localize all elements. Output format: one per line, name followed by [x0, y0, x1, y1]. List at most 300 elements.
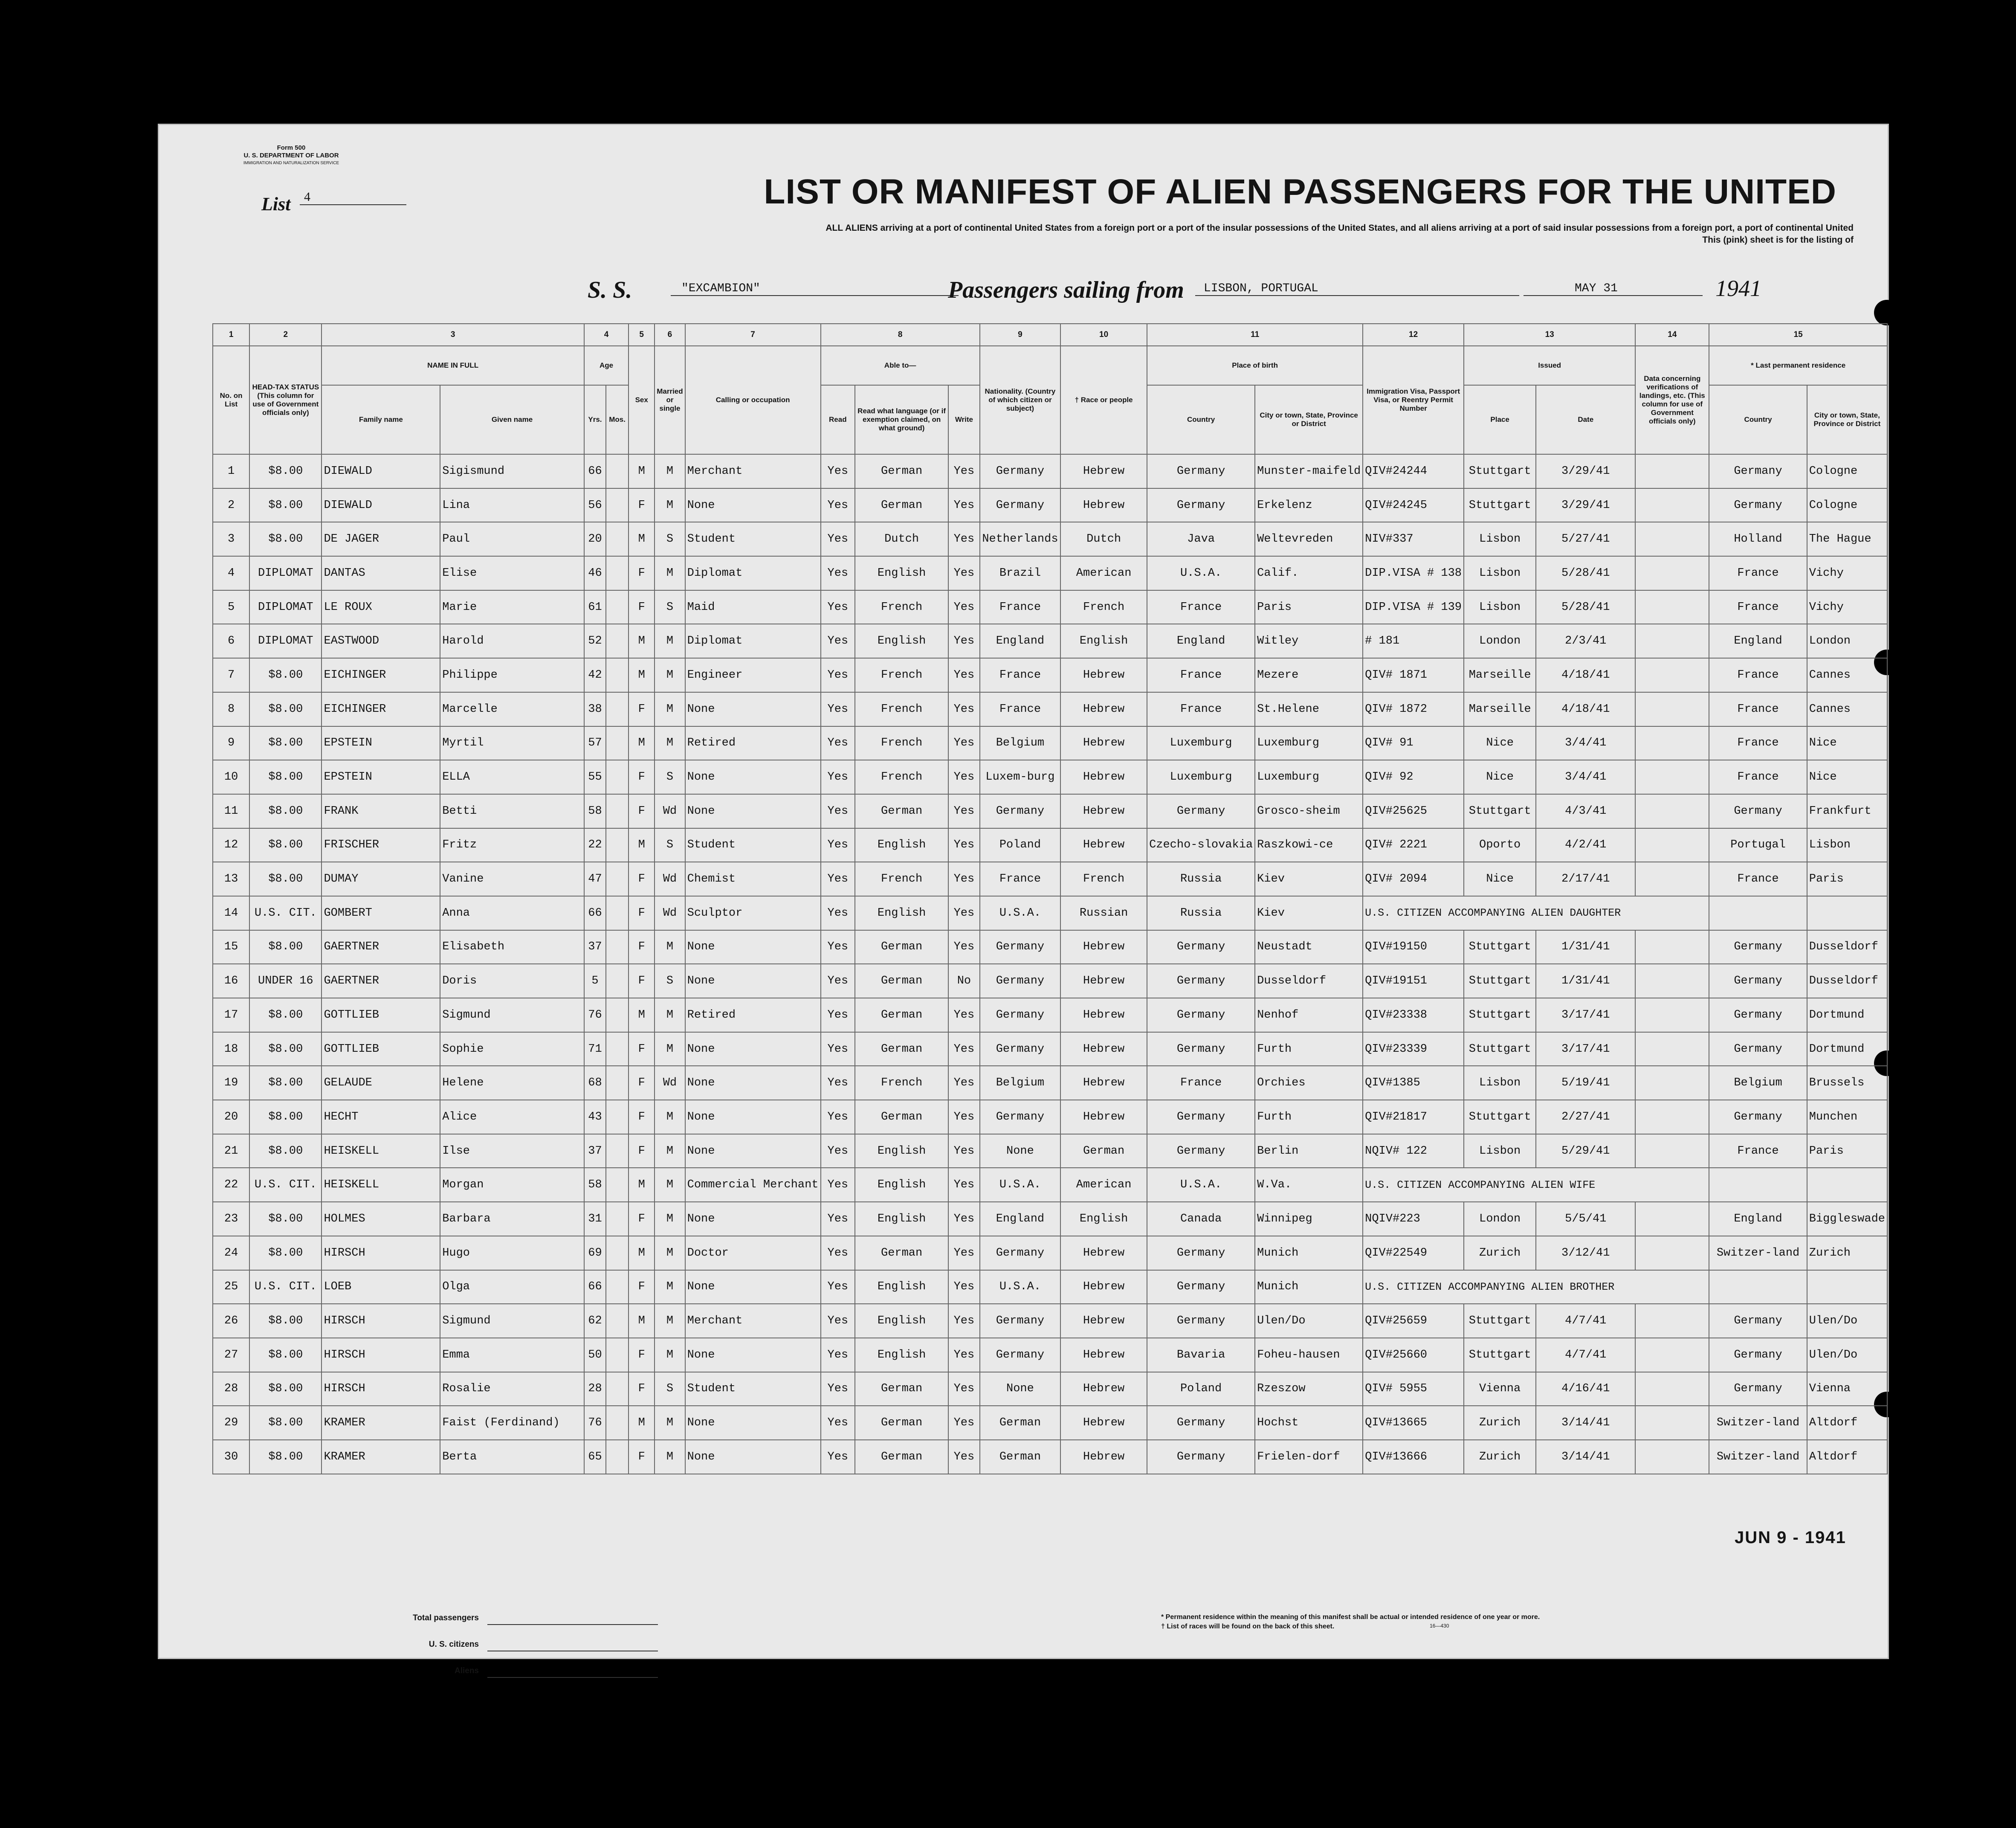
given-name-cell: Emma: [440, 1338, 584, 1372]
visa-number-cell: QIV#19150: [1363, 930, 1464, 964]
race-cell: Hebrew: [1060, 760, 1147, 794]
residence-city-cell: Vichy: [1807, 556, 1887, 590]
birth-country-cell: France: [1147, 1066, 1255, 1100]
given-name-cell: Elise: [440, 556, 584, 590]
birth-city-cell: Orchies: [1255, 1066, 1363, 1100]
issued-place-cell: Vienna: [1464, 1372, 1536, 1406]
head-tax-cell: $8.00: [249, 760, 322, 794]
can-write-cell: Yes: [948, 794, 980, 828]
issued-date-cell: 3/4/41: [1536, 760, 1635, 794]
col-number: 15: [1709, 324, 1887, 346]
birth-country-cell: Germany: [1147, 794, 1255, 828]
issued-place-cell: Zurich: [1464, 1236, 1536, 1270]
nationality-cell: Germany: [980, 794, 1060, 828]
issued-date-cell: 5/27/41: [1536, 522, 1635, 556]
residence-country-cell: Germany: [1709, 1338, 1807, 1372]
can-write-cell: Yes: [948, 1066, 980, 1100]
marital-status-cell: S: [655, 964, 685, 998]
age-years-cell: 31: [584, 1202, 606, 1236]
can-write-cell: No: [948, 964, 980, 998]
nationality-cell: U.S.A.: [980, 896, 1060, 930]
can-read-cell: Yes: [821, 760, 855, 794]
issued-date-cell: 3/14/41: [1536, 1406, 1635, 1440]
read-language-cell: German: [855, 1032, 948, 1066]
residence-city-cell: Cologne: [1807, 488, 1887, 522]
list-number-cell: 25: [213, 1270, 249, 1304]
family-name-cell: EASTWOOD: [322, 624, 440, 658]
family-name-cell: FRISCHER: [322, 828, 440, 862]
birth-country-cell: Germany: [1147, 1134, 1255, 1168]
issued-place-cell: Marseille: [1464, 658, 1536, 692]
race-cell: English: [1060, 624, 1147, 658]
nationality-cell: U.S.A.: [980, 1270, 1060, 1304]
birth-country-cell: Germany: [1147, 1236, 1255, 1270]
can-write-cell: Yes: [948, 1270, 980, 1304]
can-write-cell: Yes: [948, 1134, 980, 1168]
race-cell: Hebrew: [1060, 488, 1147, 522]
nationality-cell: England: [980, 624, 1060, 658]
issued-place-cell: Nice: [1464, 760, 1536, 794]
col-number: 4: [584, 324, 629, 346]
given-name-cell: Sigismund: [440, 454, 584, 488]
col-number: 13: [1464, 324, 1635, 346]
read-language-cell: English: [855, 896, 948, 930]
list-number-cell: 12: [213, 828, 249, 862]
issued-place-cell: Stuttgart: [1464, 794, 1536, 828]
head-tax-cell: $8.00: [249, 1372, 322, 1406]
sex-cell: M: [629, 658, 655, 692]
race-cell: American: [1060, 556, 1147, 590]
header-data-landings: Data concerning verifications of landings, etc. (This column for use of Government officials only): [1635, 346, 1709, 454]
birth-country-cell: Germany: [1147, 1270, 1255, 1304]
sex-cell: M: [629, 1236, 655, 1270]
age-months-cell: [606, 930, 629, 964]
head-tax-cell: DIPLOMAT: [249, 624, 322, 658]
nationality-cell: Belgium: [980, 726, 1060, 760]
header-residence-country: Country: [1709, 385, 1807, 454]
table-row: [213, 692, 1887, 726]
head-tax-cell: $8.00: [249, 1406, 322, 1440]
sex-cell: F: [629, 590, 655, 624]
birth-country-cell: Germany: [1147, 964, 1255, 998]
birth-city-cell: Winnipeg: [1255, 1202, 1363, 1236]
birth-city-cell: Erkelenz: [1255, 488, 1363, 522]
can-read-cell: Yes: [821, 862, 855, 896]
residence-city-cell: Munchen: [1807, 1100, 1887, 1134]
occupation-cell: Merchant: [685, 1304, 821, 1338]
family-name-cell: GELAUDE: [322, 1066, 440, 1100]
age-months-cell: [606, 488, 629, 522]
residence-city-cell: Altdorf: [1807, 1440, 1887, 1474]
occupation-cell: None: [685, 692, 821, 726]
race-cell: Hebrew: [1060, 964, 1147, 998]
visa-number-cell: QIV#22549: [1363, 1236, 1464, 1270]
marital-status-cell: S: [655, 760, 685, 794]
marital-status-cell: M: [655, 1406, 685, 1440]
header-residence-city: City or town, State, Province or District: [1807, 385, 1887, 454]
header-head-tax: HEAD-TAX STATUS (This column for use of Government officials only): [249, 346, 322, 454]
race-cell: Hebrew: [1060, 1304, 1147, 1338]
table-row: [213, 454, 1887, 488]
nationality-cell: Belgium: [980, 1066, 1060, 1100]
can-read-cell: Yes: [821, 488, 855, 522]
family-name-cell: LOEB: [322, 1270, 440, 1304]
sex-cell: F: [629, 930, 655, 964]
given-name-cell: Paul: [440, 522, 584, 556]
age-months-cell: [606, 454, 629, 488]
can-read-cell: Yes: [821, 1066, 855, 1100]
marital-status-cell: M: [655, 930, 685, 964]
manifest-table: [212, 323, 1888, 1474]
table-row: [213, 556, 1887, 590]
total-passengers-label: Total passengers: [413, 1613, 479, 1622]
birth-city-cell: W.Va.: [1255, 1168, 1363, 1202]
head-tax-cell: $8.00: [249, 692, 322, 726]
table-row: [213, 658, 1887, 692]
birth-country-cell: Germany: [1147, 1440, 1255, 1474]
issued-place-cell: London: [1464, 1202, 1536, 1236]
table-row: [213, 1202, 1887, 1236]
visa-number-cell: QIV#24244: [1363, 454, 1464, 488]
birth-country-cell: Germany: [1147, 998, 1255, 1032]
issued-date-cell: 5/28/41: [1536, 556, 1635, 590]
table-row: [213, 998, 1887, 1032]
can-write-cell: Yes: [948, 488, 980, 522]
landings-data-cell: [1635, 964, 1709, 998]
issued-place-cell: London: [1464, 624, 1536, 658]
table-row: [213, 760, 1887, 794]
residence-city-cell: Ulen/Do: [1807, 1304, 1887, 1338]
residence-country-cell: England: [1709, 1202, 1807, 1236]
residence-city-cell: Lisbon: [1807, 828, 1887, 862]
marital-status-cell: M: [655, 1338, 685, 1372]
race-cell: Hebrew: [1060, 794, 1147, 828]
list-label: List: [261, 194, 291, 215]
race-cell: Hebrew: [1060, 1440, 1147, 1474]
age-years-cell: 71: [584, 1032, 606, 1066]
read-language-cell: French: [855, 862, 948, 896]
landings-data-cell: [1635, 794, 1709, 828]
visa-number-cell: QIV#24245: [1363, 488, 1464, 522]
occupation-cell: None: [685, 488, 821, 522]
sailing-label: Passengers sailing from: [948, 277, 1184, 303]
table-row: [213, 828, 1887, 862]
marital-status-cell: Wd: [655, 896, 685, 930]
birth-city-cell: Grosco-sheim: [1255, 794, 1363, 828]
header-place-of-birth: Place of birth: [1147, 346, 1363, 385]
family-name-cell: EICHINGER: [322, 692, 440, 726]
departure-year: 1941: [1715, 276, 1761, 301]
residence-country-cell: Switzer-land: [1709, 1406, 1807, 1440]
read-language-cell: English: [855, 1270, 948, 1304]
birth-country-cell: Czecho-slovakia: [1147, 828, 1255, 862]
nationality-cell: Poland: [980, 828, 1060, 862]
table-row: [213, 1168, 1887, 1202]
can-read-cell: Yes: [821, 896, 855, 930]
residence-country-cell: England: [1709, 624, 1807, 658]
sex-cell: F: [629, 556, 655, 590]
nationality-cell: U.S.A.: [980, 1168, 1060, 1202]
list-number-cell: 26: [213, 1304, 249, 1338]
given-name-cell: Alice: [440, 1100, 584, 1134]
given-name-cell: Harold: [440, 624, 584, 658]
birth-country-cell: Luxemburg: [1147, 726, 1255, 760]
can-read-cell: Yes: [821, 794, 855, 828]
given-name-cell: Ilse: [440, 1134, 584, 1168]
age-years-cell: 28: [584, 1372, 606, 1406]
age-months-cell: [606, 1168, 629, 1202]
age-years-cell: 56: [584, 488, 606, 522]
race-cell: English: [1060, 1202, 1147, 1236]
can-write-cell: Yes: [948, 454, 980, 488]
nationality-cell: France: [980, 692, 1060, 726]
issued-date-cell: 3/17/41: [1536, 1032, 1635, 1066]
visa-number-cell: DIP.VISA # 138: [1363, 556, 1464, 590]
issued-place-cell: Lisbon: [1464, 1134, 1536, 1168]
read-language-cell: French: [855, 692, 948, 726]
visa-number-cell: QIV# 2094: [1363, 862, 1464, 896]
occupation-cell: None: [685, 1100, 821, 1134]
race-cell: Hebrew: [1060, 692, 1147, 726]
can-write-cell: Yes: [948, 760, 980, 794]
read-language-cell: German: [855, 454, 948, 488]
col-number: 11: [1147, 324, 1363, 346]
read-language-cell: English: [855, 624, 948, 658]
birth-country-cell: Germany: [1147, 1100, 1255, 1134]
can-read-cell: Yes: [821, 1100, 855, 1134]
binder-hole: [1874, 300, 1900, 325]
age-months-cell: [606, 1134, 629, 1168]
birth-country-cell: France: [1147, 658, 1255, 692]
list-number-cell: 19: [213, 1066, 249, 1100]
given-name-cell: Sigmund: [440, 998, 584, 1032]
marital-status-cell: M: [655, 1032, 685, 1066]
head-tax-cell: $8.00: [249, 794, 322, 828]
marital-status-cell: M: [655, 1270, 685, 1304]
landings-data-cell: [1635, 590, 1709, 624]
age-years-cell: 52: [584, 624, 606, 658]
age-years-cell: 58: [584, 794, 606, 828]
visa-number-cell: QIV#25625: [1363, 794, 1464, 828]
residence-city-cell: Brussels: [1807, 1066, 1887, 1100]
can-write-cell: Yes: [948, 1338, 980, 1372]
sex-cell: M: [629, 1168, 655, 1202]
issued-place-cell: Lisbon: [1464, 590, 1536, 624]
header-sex: Sex: [629, 346, 655, 454]
form-number: Form 500: [277, 144, 306, 151]
residence-city-cell: The Hague: [1807, 522, 1887, 556]
residence-city-cell: Frankfurt: [1807, 794, 1887, 828]
col-number: 8: [821, 324, 980, 346]
visa-number-cell: QIV#1385: [1363, 1066, 1464, 1100]
occupation-cell: Engineer: [685, 658, 821, 692]
read-language-cell: French: [855, 726, 948, 760]
age-years-cell: 20: [584, 522, 606, 556]
birth-country-cell: U.S.A.: [1147, 556, 1255, 590]
head-tax-cell: $8.00: [249, 726, 322, 760]
birth-city-cell: Luxemburg: [1255, 760, 1363, 794]
sex-cell: M: [629, 624, 655, 658]
date-stamp: JUN 9 - 1941: [1735, 1528, 1846, 1547]
issued-date-cell: 5/29/41: [1536, 1134, 1635, 1168]
can-write-cell: Yes: [948, 862, 980, 896]
nationality-cell: German: [980, 1406, 1060, 1440]
nationality-cell: None: [980, 1372, 1060, 1406]
birth-country-cell: Bavaria: [1147, 1338, 1255, 1372]
issued-date-cell: 1/31/41: [1536, 930, 1635, 964]
header-age: Age: [584, 346, 629, 385]
residence-city-cell: Dusseldorf: [1807, 964, 1887, 998]
sex-cell: F: [629, 896, 655, 930]
issued-place-cell: Marseille: [1464, 692, 1536, 726]
can-read-cell: Yes: [821, 1134, 855, 1168]
given-name-cell: Marie: [440, 590, 584, 624]
can-read-cell: Yes: [821, 1304, 855, 1338]
nationality-cell: Germany: [980, 488, 1060, 522]
residence-country-cell: Germany: [1709, 454, 1807, 488]
nationality-cell: None: [980, 1134, 1060, 1168]
read-language-cell: German: [855, 930, 948, 964]
marital-status-cell: M: [655, 556, 685, 590]
residence-city-cell: Paris: [1807, 862, 1887, 896]
family-name-cell: DIEWALD: [322, 454, 440, 488]
head-tax-cell: U.S. CIT.: [249, 896, 322, 930]
occupation-cell: Student: [685, 828, 821, 862]
list-number-cell: 27: [213, 1338, 249, 1372]
head-tax-cell: $8.00: [249, 1236, 322, 1270]
occupation-cell: Merchant: [685, 454, 821, 488]
residence-country-cell: Germany: [1709, 930, 1807, 964]
issued-place-cell: Stuttgart: [1464, 964, 1536, 998]
header-visa: Immigration Visa, Passport Visa, or Reentry Permit Number: [1363, 346, 1464, 454]
occupation-cell: Diplomat: [685, 556, 821, 590]
header-birth-city: City or town, State, Province or District: [1255, 385, 1363, 454]
can-read-cell: Yes: [821, 828, 855, 862]
nationality-cell: Netherlands: [980, 522, 1060, 556]
ss-label: S. S.: [588, 277, 632, 303]
table-row: [213, 1032, 1887, 1066]
can-write-cell: Yes: [948, 930, 980, 964]
age-years-cell: 57: [584, 726, 606, 760]
head-tax-cell: $8.00: [249, 1134, 322, 1168]
age-years-cell: 42: [584, 658, 606, 692]
residence-country-cell: Portugal: [1709, 828, 1807, 862]
landings-data-cell: [1635, 488, 1709, 522]
occupation-cell: None: [685, 1406, 821, 1440]
sex-cell: M: [629, 522, 655, 556]
subtitle-line-1: ALL ALIENS arriving at a port of continental United States from a foreign port or a port of the insular possessions of the United States, and all aliens arriving at a port of said insular possessions from a foreign port, a port of continental United: [826, 223, 1854, 233]
col-number: 7: [685, 324, 821, 346]
issued-date-cell: 1/31/41: [1536, 964, 1635, 998]
marital-status-cell: Wd: [655, 862, 685, 896]
visa-number-cell: NQIV#223: [1363, 1202, 1464, 1236]
read-language-cell: Dutch: [855, 522, 948, 556]
visa-number-cell: QIV# 2221: [1363, 828, 1464, 862]
form-code: 16—430: [1430, 1623, 1449, 1629]
sex-cell: M: [629, 726, 655, 760]
race-cell: Hebrew: [1060, 1270, 1147, 1304]
nationality-cell: Germany: [980, 1100, 1060, 1134]
marital-status-cell: M: [655, 1202, 685, 1236]
list-number-cell: 10: [213, 760, 249, 794]
marital-status-cell: S: [655, 590, 685, 624]
age-years-cell: 65: [584, 1440, 606, 1474]
landings-data-cell: [1635, 658, 1709, 692]
read-language-cell: German: [855, 488, 948, 522]
sex-cell: F: [629, 1372, 655, 1406]
residence-city-cell: [1807, 1168, 1887, 1202]
footnote-residence: * Permanent residence within the meaning of this manifest shall be actual or intended residence of one year or more.: [1161, 1613, 1540, 1621]
can-write-cell: Yes: [948, 896, 980, 930]
can-write-cell: Yes: [948, 692, 980, 726]
birth-country-cell: Germany: [1147, 488, 1255, 522]
age-months-cell: [606, 1100, 629, 1134]
birth-city-cell: Mezere: [1255, 658, 1363, 692]
occupation-cell: Retired: [685, 726, 821, 760]
page-title: LIST OR MANIFEST OF ALIEN PASSENGERS FOR THE UNITED: [764, 172, 1836, 211]
birth-city-cell: Calif.: [1255, 556, 1363, 590]
residence-city-cell: Dortmund: [1807, 1032, 1887, 1066]
birth-city-cell: Frielen-dorf: [1255, 1440, 1363, 1474]
us-citizen-note-cell: U.S. CITIZEN ACCOMPANYING ALIEN WIFE: [1363, 1168, 1709, 1202]
residence-city-cell: Biggleswade: [1807, 1202, 1887, 1236]
age-months-cell: [606, 1270, 629, 1304]
header-able-to: Able to—: [821, 346, 980, 385]
occupation-cell: None: [685, 964, 821, 998]
issued-date-cell: 4/3/41: [1536, 794, 1635, 828]
list-number-cell: 17: [213, 998, 249, 1032]
head-tax-cell: UNDER 16: [249, 964, 322, 998]
header-no-on-list: No. on List: [213, 346, 249, 454]
residence-city-cell: Cannes: [1807, 658, 1887, 692]
age-years-cell: 66: [584, 896, 606, 930]
landings-data-cell: [1635, 692, 1709, 726]
residence-country-cell: France: [1709, 556, 1807, 590]
given-name-cell: Rosalie: [440, 1372, 584, 1406]
family-name-cell: HIRSCH: [322, 1304, 440, 1338]
issued-date-cell: 5/5/41: [1536, 1202, 1635, 1236]
family-name-cell: HIRSCH: [322, 1372, 440, 1406]
read-language-cell: German: [855, 964, 948, 998]
visa-number-cell: QIV# 1871: [1363, 658, 1464, 692]
read-language-cell: German: [855, 1236, 948, 1270]
head-tax-cell: $8.00: [249, 1032, 322, 1066]
birth-city-cell: Kiev: [1255, 896, 1363, 930]
can-write-cell: Yes: [948, 522, 980, 556]
list-number-cell: 20: [213, 1100, 249, 1134]
race-cell: Hebrew: [1060, 930, 1147, 964]
sex-cell: F: [629, 760, 655, 794]
list-number: 4: [300, 190, 406, 205]
header-read: Read: [821, 385, 855, 454]
age-months-cell: [606, 692, 629, 726]
issued-place-cell: Nice: [1464, 862, 1536, 896]
occupation-cell: None: [685, 1066, 821, 1100]
landings-data-cell: [1635, 1372, 1709, 1406]
age-months-cell: [606, 1236, 629, 1270]
can-read-cell: Yes: [821, 624, 855, 658]
residence-city-cell: Ulen/Do: [1807, 1338, 1887, 1372]
can-read-cell: Yes: [821, 1202, 855, 1236]
family-name-cell: HIRSCH: [322, 1236, 440, 1270]
birth-country-cell: Germany: [1147, 1304, 1255, 1338]
birth-city-cell: Ulen/Do: [1255, 1304, 1363, 1338]
landings-data-cell: [1635, 1032, 1709, 1066]
residence-country-cell: France: [1709, 760, 1807, 794]
landings-data-cell: [1635, 624, 1709, 658]
head-tax-cell: $8.00: [249, 828, 322, 862]
residence-country-cell: France: [1709, 726, 1807, 760]
